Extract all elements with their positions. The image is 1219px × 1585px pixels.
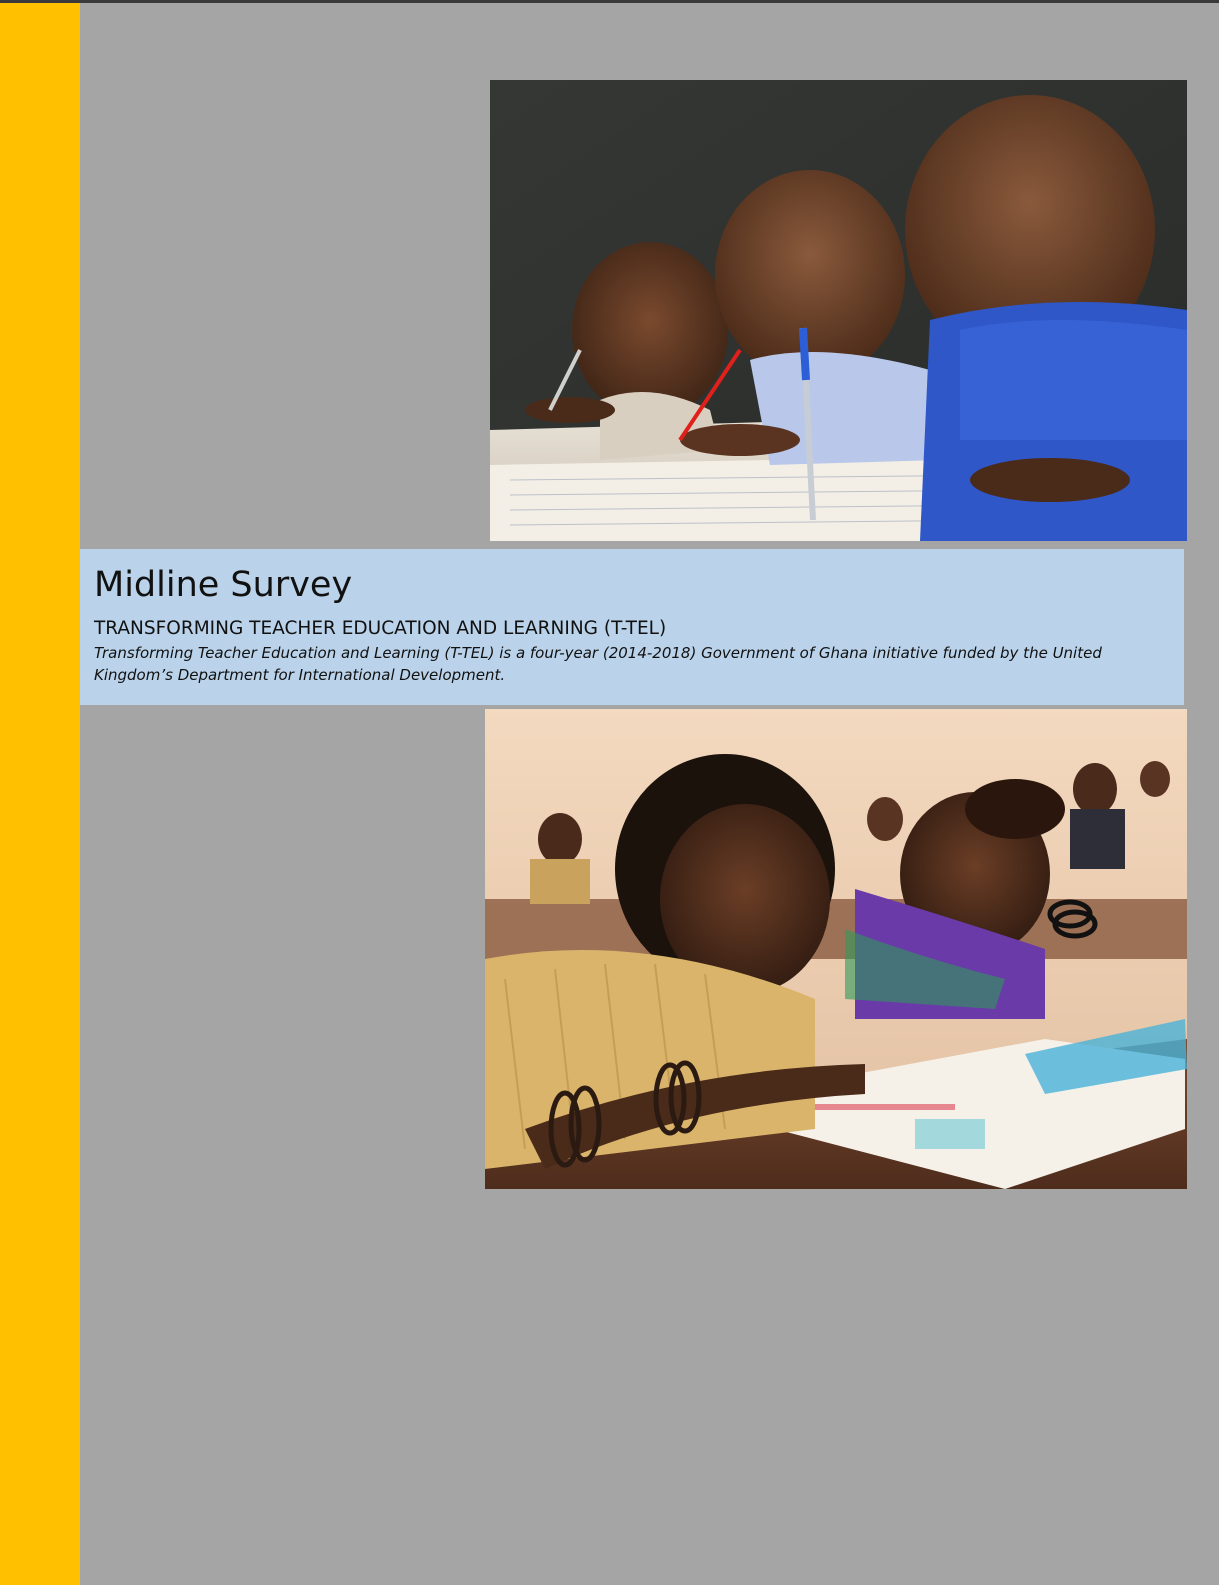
children-writing-image [490, 80, 1187, 541]
document-title: Midline Survey [94, 565, 353, 605]
girls-reading-image [485, 709, 1187, 1189]
children-writing-photo [490, 80, 1187, 541]
accent-side-bar [0, 3, 80, 1585]
girls-reading-photo [485, 709, 1187, 1189]
document-subtitle: TRANSFORMING TEACHER EDUCATION AND LEARNING (T-TEL) [94, 618, 667, 639]
title-band [80, 549, 1184, 705]
document-description: Transforming Teacher Education and Learning (T-TEL) is a four-year (2014-2018) Government of Ghana initiative funded by the United Kingdom’s Department for International Development. [94, 644, 1102, 684]
